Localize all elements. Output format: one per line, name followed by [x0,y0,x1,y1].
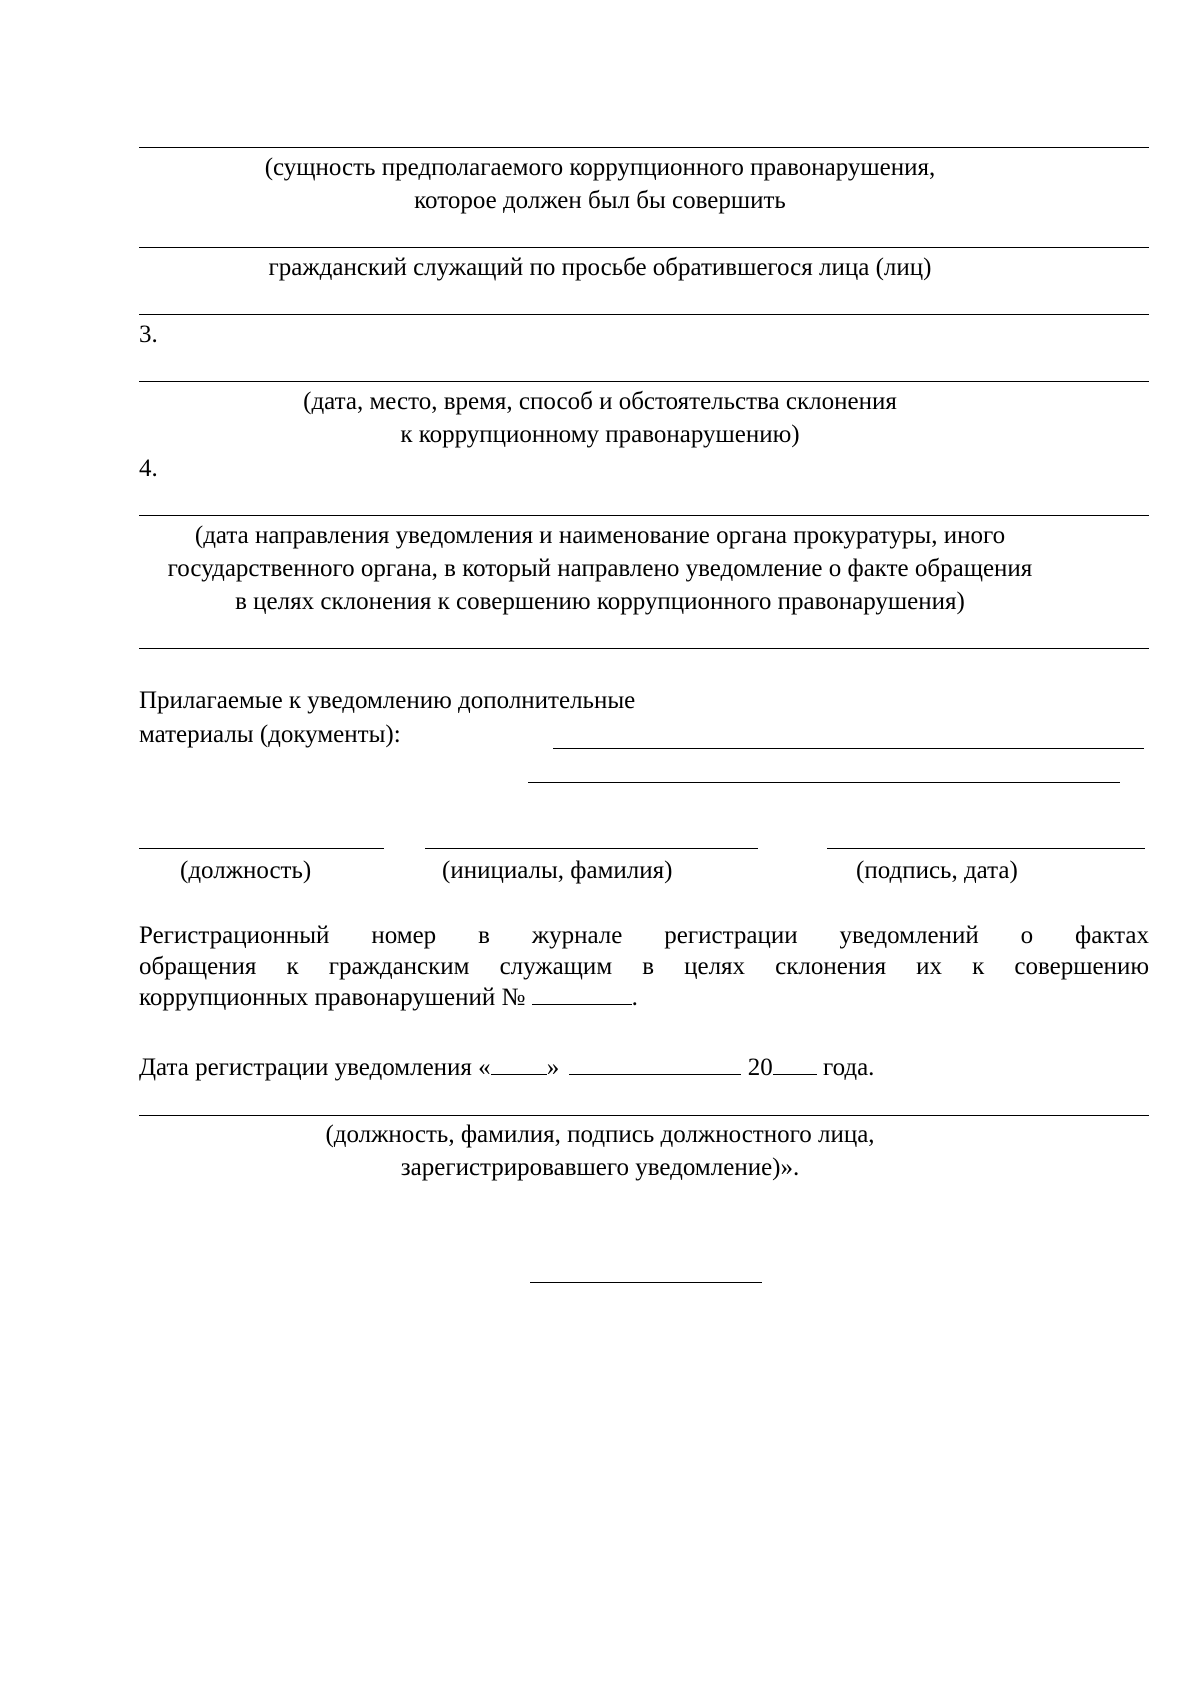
registrar-blank [139,1115,1149,1116]
attachment-blank-2 [528,782,1120,783]
section2-caption-3: гражданский служащий по просьбе обратившегося лица (лиц) [268,254,932,281]
section4-caption-2: государственного органа, в который направлено уведомление о факте обращения [167,555,1033,582]
section4-number: 4. [139,455,158,482]
blank-line [139,515,1149,516]
date-quote-close: » [546,1054,560,1081]
year-blank [773,1052,817,1075]
registration-number-blank [532,982,632,1005]
section4-caption-3: в целях склонения к совершению коррупционного правонарушения) [235,588,965,615]
attachments-label-1: Прилагаемые к уведомлению дополнительные [139,687,636,714]
section3-caption-1: (дата, место, время, способ и обстоятельства склонения [303,388,897,415]
attachments-label-2: материалы (документы): [139,721,401,748]
registration-line-1: Регистрационный номер в журнале регистрации уведомлений о фактах [139,922,1149,949]
section3-caption-2: к коррупционному правонарушению) [400,421,800,448]
blank-line [139,648,1149,649]
day-blank [491,1052,547,1075]
initials-label: (инициалы, фамилия) [442,857,673,884]
registration-date-line [139,1052,874,1083]
position-label: (должность) [180,857,312,884]
blank-line [139,147,1149,148]
section2-caption-1: (сущность предполагаемого коррупционного правонарушения, [264,154,936,181]
blank-line [139,247,1149,248]
closing-divider [530,1282,762,1283]
sign-date-blank [827,848,1145,849]
sign-date-label: (подпись, дата) [856,857,1018,884]
registration-paragraph [139,920,1149,1013]
section4-caption-1: (дата направления уведомления и наименование органа прокуратуры, иного [194,522,1006,549]
section3-number: 3. [139,321,158,348]
registration-line-3 [139,982,1149,1013]
month-blank [569,1052,741,1075]
date-prefix: Дата регистрации уведомления « [139,1054,491,1081]
registration-number-suffix: . [631,984,638,1011]
date-suffix: года. [822,1054,875,1081]
registrar-caption-2: зарегистрировавшего уведомление)». [400,1154,800,1181]
blank-line [139,314,1149,315]
attachment-blank-1 [553,748,1144,749]
year-prefix: 20 [747,1054,773,1081]
section2-caption-2: которое должен был бы совершить [414,187,786,214]
registrar-caption-1: (должность, фамилия, подпись должностного лица, [325,1121,875,1148]
registration-number-prefix: коррупционных правонарушений № [139,984,526,1011]
initials-blank [425,848,758,849]
registration-line-2: обращения к гражданским служащим в целях склонения их к совершению [139,953,1149,980]
position-blank [139,848,384,849]
blank-line [139,381,1149,382]
